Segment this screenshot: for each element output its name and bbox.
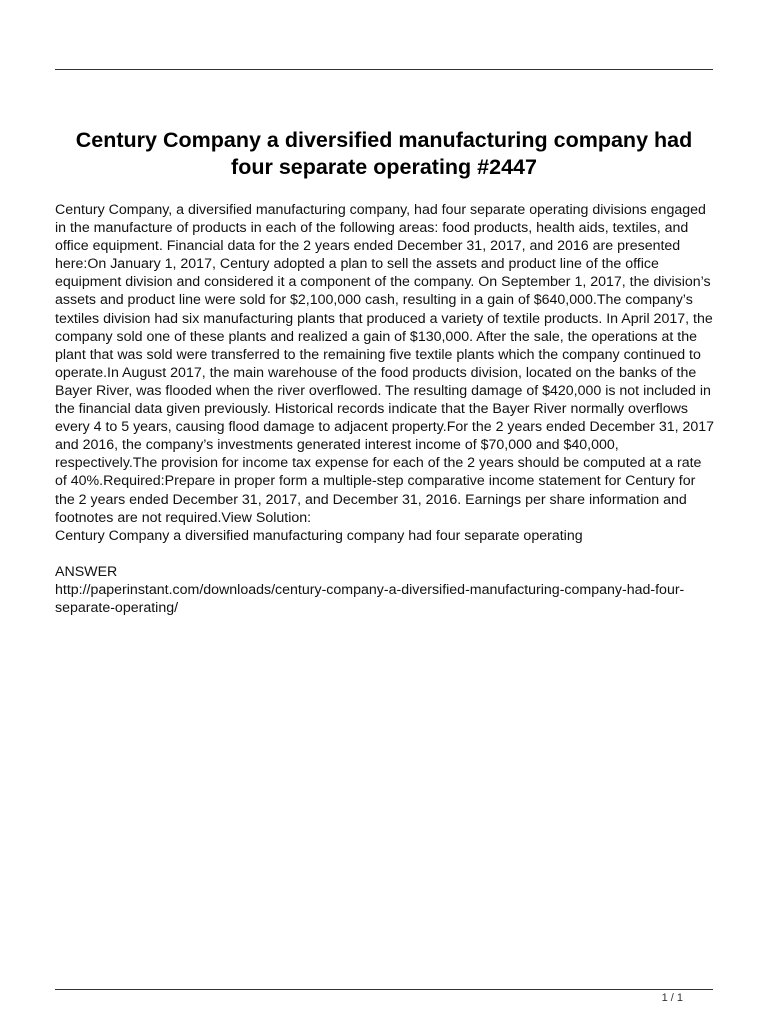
answer-link[interactable]: http://paperinstant.com/downloads/century-company-a-diversified-manufacturing-company-had-four-separate-operating/	[55, 581, 685, 617]
body-paragraph: Century Company, a diversified manufacturing company, had four separate operating divisions engaged in the manufacture of products in each of the following areas: food products, health aids, textiles, and office equipment. Financial data for the 2 years ended December 31, 2017, and 2016 are presented here:On January 1, 2017, Century adopted a plan to sell the assets and product line of the office equipment division and considered it a component of the company. On September 1, 2017, the division’s assets and product line were sold for $2,100,000 cash, resulting in a gain of $640,000.The company’s textiles division had six manufacturing plants that produced a variety of textile products. In April 2017, the company sold one of these plants and realized a gain of $130,000. After the sale, the operations at the plant that was sold were transferred to the remaining five textile plants which the company continued to operate.In August 2017, the main warehouse of the food products division, located on the banks of the Bayer River, was flooded when the river overflowed. The resulting damage of $420,000 is not included in the financial data given previously. Historical records indicate that the Bayer River normally overflows every 4 to 5 years, causing flood damage to adjacent property.For the 2 years ended December 31, 2017 and 2016, the company’s investments generated interest income of $70,000 and $40,000, respectively.The provision for income tax expense for each of the 2 years should be computed at a rate of 40%.Required:Prepare in proper form a multiple-step comparative income statement for Century for the 2 years ended December 31, 2017, and December 31, 2016. Earnings per share information and footnotes are not required.View Solution:	[55, 202, 715, 526]
document-body	[55, 201, 715, 617]
footer-divider	[55, 989, 713, 990]
document-title: Century Company a diversified manufacturing company had four separate operating #2447	[75, 128, 693, 179]
header-divider	[55, 69, 713, 70]
answer-label: ANSWER	[55, 563, 118, 580]
repeat-title: Century Company a diversified manufacturing company had four separate operating	[55, 527, 583, 544]
page-number: 1 / 1	[661, 992, 683, 1004]
blank-line	[55, 545, 715, 563]
